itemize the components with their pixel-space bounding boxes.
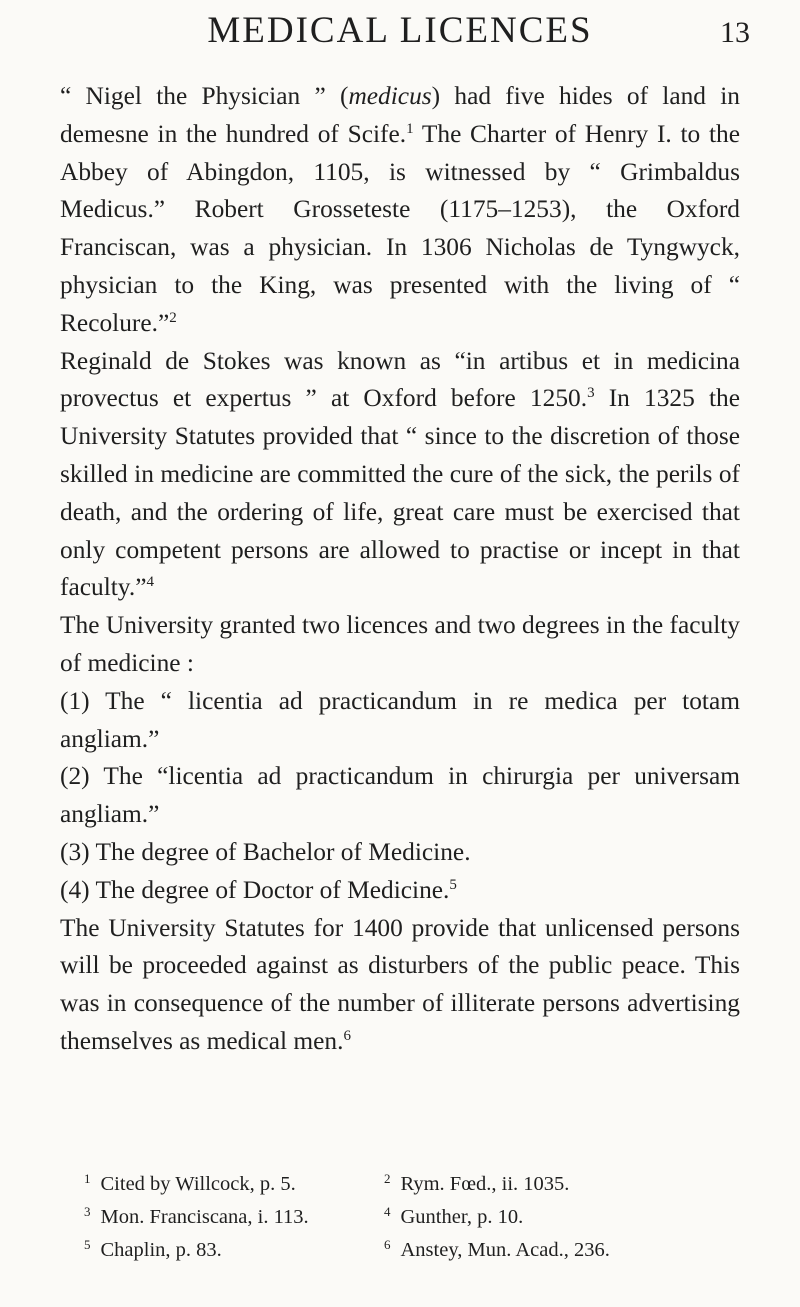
text-segment: (1) The “ licentia ad practicandum in re medica per totam angliam.” <box>60 686 740 753</box>
text-segment: The University Statutes for 1400 provide that unlicensed persons will be proceeded against as disturbers of the public peace. This was in consequence of the number of illiterate persons advertising themselves as medical men. <box>60 913 740 1055</box>
footnote <box>384 1201 523 1234</box>
paragraph <box>60 343 740 608</box>
footnote-row <box>60 1201 740 1234</box>
footnote <box>60 1201 384 1234</box>
paragraph <box>60 910 740 1061</box>
text-segment: The University granted two licences and two degrees in the faculty of medicine : <box>60 611 740 677</box>
text-segment: In 1325 the University Statutes provided that “ since to the discretion of those skilled in medicine are committed the cure of the sick, the perils of death, and the ordering of life, great care must be exercised that only competent persons are allowed to practise or incept in that faculty.” <box>60 384 740 602</box>
footnote <box>384 1234 610 1267</box>
footnote-text: Mon. Franciscana, i. 113. <box>100 1206 309 1228</box>
book-page <box>60 0 750 1307</box>
italic-text: medicus <box>348 82 432 110</box>
footnote-text: Cited by Willcock, p. 5. <box>100 1173 296 1195</box>
text-segment: Reginald de Stokes was known as “in artibus et in medicina provectus et expertus ” at Oxford before 1250. <box>60 346 740 413</box>
page-number: 13 <box>720 16 750 49</box>
text-segment: (3) The degree of Bachelor of Medicine. <box>60 837 471 866</box>
footnote-reference: 3 <box>587 385 595 402</box>
footnote-reference: 2 <box>169 309 177 326</box>
paragraph <box>60 78 740 343</box>
footnote-text: Rym. Fœd., ii. 1035. <box>400 1173 570 1195</box>
text-segment: (4) The degree of Doctor of Medicine. <box>60 875 450 904</box>
footnote-mark: 2 <box>384 1171 391 1186</box>
footnote-reference: 6 <box>343 1027 351 1044</box>
footnote-reference: 4 <box>146 574 154 591</box>
footnote-text: Chaplin, p. 83. <box>100 1239 222 1261</box>
page-header <box>60 0 750 70</box>
paragraph <box>60 683 740 759</box>
body-text <box>60 78 740 1061</box>
text-segment: “ Nigel the Physician ” ( <box>60 82 349 110</box>
footnote-row <box>60 1234 740 1267</box>
footnote-mark: 3 <box>84 1204 91 1219</box>
running-title: MEDICAL LICENCES <box>207 10 593 51</box>
footnote-text: Gunther, p. 10. <box>400 1206 524 1228</box>
footnote <box>60 1234 384 1267</box>
footnote-mark: 6 <box>384 1237 391 1252</box>
footnote-text: Anstey, Mun. Acad., 236. <box>400 1239 610 1261</box>
text-segment: ) had five hides of land in demesne in the hundred of Scife. <box>60 82 740 148</box>
paragraph <box>60 834 740 872</box>
paragraph <box>60 758 740 834</box>
footnote <box>384 1168 569 1201</box>
footnote-mark: 1 <box>84 1171 91 1186</box>
paragraph <box>60 607 740 683</box>
paragraph <box>60 872 740 910</box>
footnote-row <box>60 1168 740 1201</box>
footnotes <box>60 1168 740 1267</box>
footnote-reference: 1 <box>406 120 414 137</box>
footnote-mark: 5 <box>84 1237 91 1252</box>
footnote-mark: 4 <box>384 1204 391 1219</box>
footnote <box>60 1168 384 1201</box>
footnote-reference: 5 <box>449 876 457 893</box>
text-segment: (2) The “licentia ad practicandum in chirurgia per universam angliam.” <box>60 762 740 829</box>
text-segment: The Charter of Henry I. to the Abbey of Abingdon, 1105, is witnessed by “ Grimbaldus Medicus.” Robert Grosseteste (1175–1253), the Oxford Franciscan, was a physician. In 1306 Nicholas de Tyngwyck, physician to the King, was presented with the living of “ Recolure.” <box>60 119 740 337</box>
